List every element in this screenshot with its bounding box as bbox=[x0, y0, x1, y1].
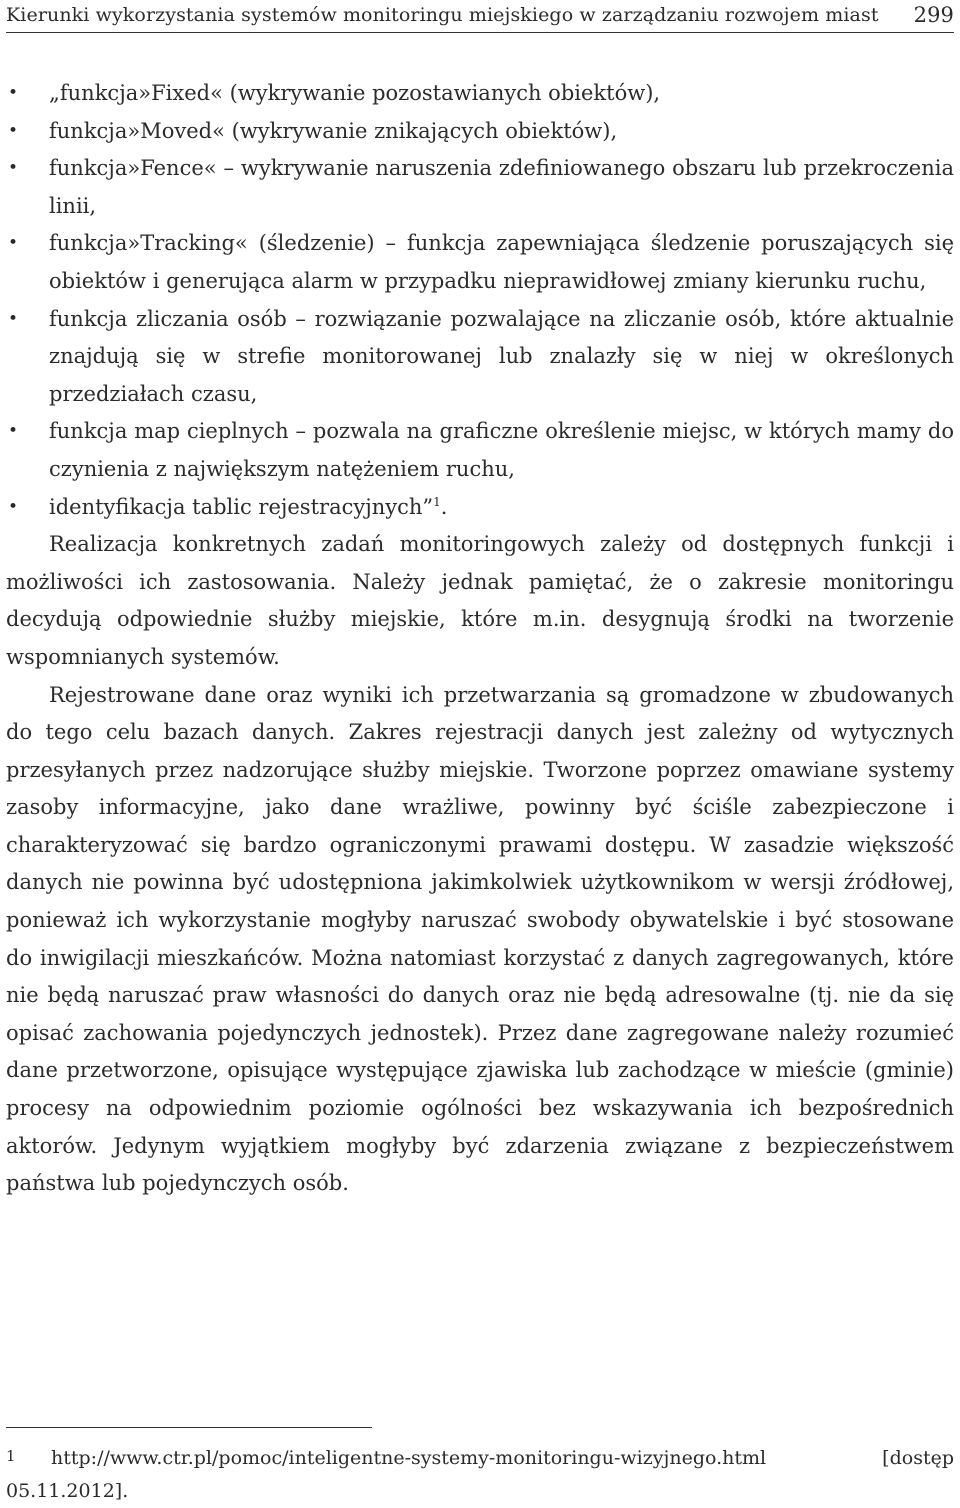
list-item bbox=[6, 150, 954, 225]
list-item bbox=[6, 301, 954, 414]
bullet-icon: • bbox=[8, 83, 19, 103]
bullet-icon: • bbox=[8, 120, 19, 141]
function-list bbox=[6, 75, 954, 526]
list-item-text: funkcja»Tracking« (śledzenie) – funkcja zapewniająca śledzenie poruszających się obiektów i generująca alarm w przypadku nieprawidłowej zmiany kierunku ruchu, bbox=[49, 231, 954, 293]
footnote bbox=[6, 1440, 954, 1508]
list-item-text: funkcja map cieplnych – pozwala na graficzne określenie miejsc, w których mamy do czynienia z największym natężeniem ruchu, bbox=[49, 419, 954, 481]
list-item bbox=[6, 489, 954, 527]
footnote-number: 1 bbox=[6, 1447, 16, 1465]
list-item bbox=[6, 113, 954, 151]
running-title: Kierunki wykorzystania systemów monitoringu miejskiego w zarządzaniu rozwojem miast bbox=[6, 4, 879, 26]
footnote-link[interactable]: http://www.ctr.pl/pomoc/inteligentne-systemy-monitoringu-wizyjnego.html [dostęp 05.11.2012]. bbox=[6, 1447, 954, 1502]
bullet-icon: • bbox=[8, 158, 19, 179]
list-item-text: identyfikacja tablic rejestracyjnych” bbox=[49, 494, 434, 519]
page-body bbox=[6, 75, 954, 1203]
list-item-end-punctuation: . bbox=[440, 494, 448, 519]
list-item-text: funkcja»Fence« – wykrywanie naruszenia zdefiniowanego obszaru lub przekroczenia linii, bbox=[49, 156, 954, 218]
list-item bbox=[6, 225, 954, 300]
list-item-text: „funkcja»Fixed« (wykrywanie pozostawianych obiektów), bbox=[49, 81, 661, 105]
bullet-icon: • bbox=[8, 308, 19, 329]
bullet-icon: • bbox=[8, 421, 19, 442]
list-item-text: funkcja»Moved« (wykrywanie znikających obiektów), bbox=[49, 118, 618, 143]
list-item-text: funkcja zliczania osób – rozwiązanie pozwalające na zliczanie osób, które aktualnie znajdują się w strefie monitorowanej lub znalazły się w niej w określonych przedziałach czasu, bbox=[49, 306, 954, 406]
footnote-reference[interactable]: 1 bbox=[433, 494, 441, 509]
bullet-icon: • bbox=[8, 233, 19, 254]
list-item bbox=[6, 75, 954, 113]
footnote-separator bbox=[6, 1427, 372, 1428]
body-paragraph: Realizacja konkretnych zadań monitoringowych zależy od dostępnych funkcji i możliwości ich zastosowania. Należy jednak pamiętać, że o zakresie monitoringu decydują odpowiednie służby miejskie, które m.in. desygnują środki na tworzenie wspomnianych systemów. bbox=[6, 532, 954, 669]
list-item bbox=[6, 413, 954, 488]
body-paragraph: Rejestrowane dane oraz wyniki ich przetwarzania są gromadzone w zbudowanych do tego celu bazach danych. Zakres rejestracji danych jest zależny od wytycznych przesyłanych przez nadzorujące służby miejskie. Tworzone poprzez omawiane systemy zasoby informacyjne, jako dane wrażliwe, powinny być ściśle zabezpieczone i charakteryzować się bardzo ograniczonymi prawami dostępu. W zasadzie większość danych nie powinna być udostępniona jakimkolwiek użytkownikom w wersji źródłowej, ponieważ ich wykorzystanie mogłyby naruszać swobody obywatelskie i być stosowane do inwigilacji mieszkańców. Można natomiast korzystać z danych zagregowanych, które nie będą naruszać praw własności do danych oraz nie będą adresowalne (tj. nie da się opisać zachowania pojedynczych jednostek). Przez dane zagregowane należy rozumieć dane przetworzone, opisujące występujące zjawiska lub zachodzące w mieście (gminie) procesy na odpowiednim poziomie ogólności bez wskazywania ich bezpośrednich aktorów. Jedynym wyjątkiem mogłyby być zdarzenia związane z bezpieczeństwem państwa lub pojedynczych osób. bbox=[6, 682, 954, 1196]
page-number: 299 bbox=[913, 3, 954, 27]
bullet-icon: • bbox=[8, 496, 19, 517]
running-header bbox=[6, 0, 954, 33]
